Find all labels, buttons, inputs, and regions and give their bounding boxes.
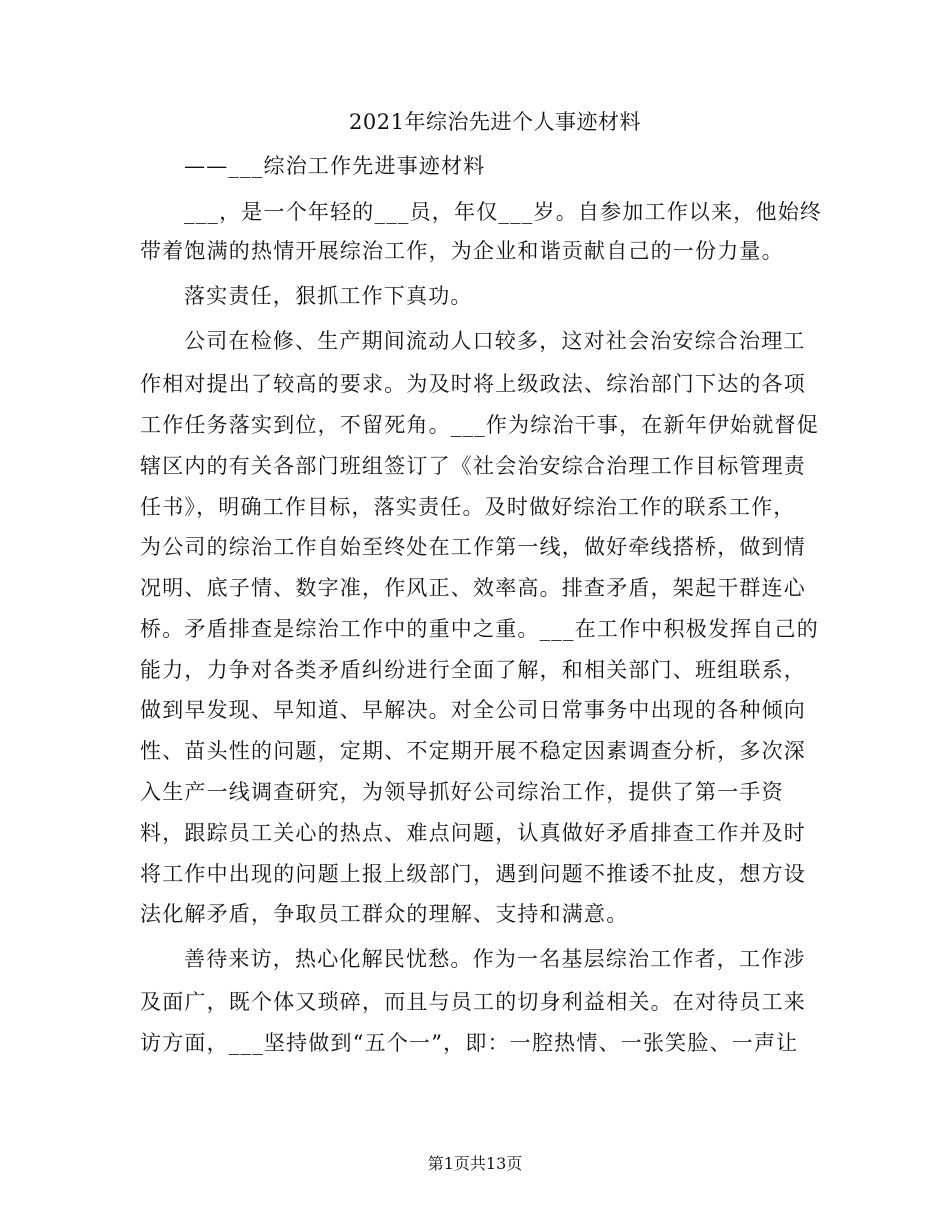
paragraph-line: 入生产一线调查研究，为领导抓好公司综治工作，提供了第一手资 [140,780,784,804]
paragraph-line: 况明、底子情、数字准，作风正、效率高。排查矛盾，架起干群连心 [140,576,806,600]
paragraph-line: 桥。矛盾排查是综治工作中的重中之重。___在工作中积极发挥自己的 [140,617,819,641]
paragraph-line: 为公司的综治工作自始至终处在工作第一线，做好牵线搭桥，做到情 [140,535,806,559]
paragraph-line: 任书》，明确工作目标，落实责任。及时做好综治工作的联系工作， [140,495,796,519]
paragraph-line: 善待来访，热心化解民忧愁。作为一名基层综治工作者，工作涉 [184,947,806,971]
paragraph-line: 及面广，既个体又琐碎，而且与员工的切身利益相关。在对待员工来 [140,990,806,1014]
page-number: 第1页共13页 [427,1154,523,1173]
paragraph-line: 法化解矛盾，争取员工群众的理解、支持和满意。 [140,902,629,926]
paragraph-line: 带着饱满的热情开展综治工作，为企业和谐贡献自己的一份力量。 [140,239,784,263]
subtitle: ——___综治工作先进事迹材料 [184,154,486,178]
document-title: 2021年综治先进个人事迹材料 [349,110,641,134]
paragraph-line: ___，是一个年轻的___员，年仅___岁。自参加工作以来，他始终 [184,200,823,224]
paragraph-line: 将工作中出现的问题上报上级部门，遇到问题不推诿不扯皮，想方设 [140,862,806,886]
paragraph-line: 做到早发现、早知道、早解决。对全公司日常事务中出现的各种倾向 [140,698,806,722]
paragraph-line: 工作任务落实到位，不留死角。___作为综治干事，在新年伊始就督促 [140,413,819,437]
paragraph-line: 料，跟踪员工关心的热点、难点问题，认真做好矛盾排查工作并及时 [140,821,806,845]
paragraph-line: 访方面，___坚持做到“五个一”，即：一腔热情、一张笑脸、一声让 [140,1031,799,1055]
paragraph-line: 性、苗头性的问题，定期、不定期开展不稳定因素调查分析，多次深 [140,739,806,763]
paragraph-line: 辖区内的有关各部门班组签订了《社会治安综合治理工作目标管理责 [140,454,806,478]
paragraph-line: 能力，力争对各类矛盾纠纷进行全面了解，和相关部门、班组联系， [140,658,806,682]
paragraph-line: 公司在检修、生产期间流动人口较多，这对社会治安综合治理工 [184,329,806,353]
section-heading: 落实责任，狠抓工作下真功。 [184,284,473,308]
paragraph-line: 作相对提出了较高的要求。为及时将上级政法、综治部门下达的各项 [140,372,806,396]
